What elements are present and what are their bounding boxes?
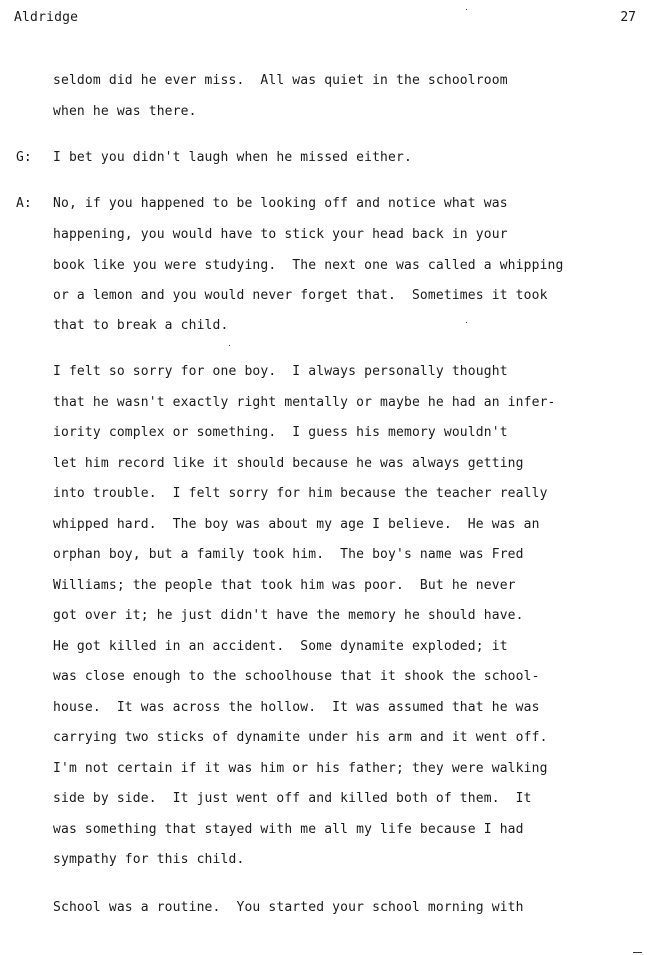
scan-speck [466,9,467,10]
text-line: let him record like it should because he was always getting [53,456,524,471]
header-name: Aldridge [14,10,79,25]
text-line: when he was there. [53,104,197,119]
text-line: house. It was across the hollow. It was assumed that he was [53,700,540,715]
text-line: was close enough to the schoolhouse that it shook the school- [53,669,540,684]
text-line: that he wasn't exactly right mentally or maybe he had an infer- [53,395,556,410]
text-line: I'm not certain if it was him or his father; they were walking [53,761,548,776]
speaker-label-g: G: [16,150,32,165]
speaker-label-a: A: [16,196,32,211]
text-line: carrying two sticks of dynamite under his arm and it went off. [53,730,548,745]
text-line: iority complex or something. I guess his memory wouldn't [53,425,508,440]
text-line: was something that stayed with me all my life because I had [53,822,524,837]
scan-speck [229,345,230,346]
text-line: side by side. It just went off and killed both of them. It [53,791,532,806]
text-line: happening, you would have to stick your head back in your [53,227,508,242]
text-line: into trouble. I felt sorry for him because the teacher really [53,486,548,501]
page-number: 27 [620,10,636,25]
scan-speck [466,322,467,323]
text-line: got over it; he just didn't have the memory he should have. [53,608,524,623]
text-line: book like you were studying. The next one was called a whipping [53,258,564,273]
text-line: Williams; the people that took him was poor. But he never [53,578,516,593]
text-line: I felt so sorry for one boy. I always personally thought [53,364,508,379]
scan-mark [633,952,642,953]
text-line: whipped hard. The boy was about my age I believe. He was an [53,517,540,532]
text-line: sympathy for this child. [53,852,245,867]
text-line: or a lemon and you would never forget that. Sometimes it took [53,288,548,303]
text-line: He got killed in an accident. Some dynamite exploded; it [53,639,508,654]
text-line: No, if you happened to be looking off and notice what was [53,196,508,211]
text-line: I bet you didn't laugh when he missed either. [53,150,412,165]
text-line: orphan boy, but a family took him. The boy's name was Fred [53,547,524,562]
text-line: that to break a child. [53,318,229,333]
text-line: seldom did he ever miss. All was quiet in the schoolroom [53,73,508,88]
text-line: School was a routine. You started your school morning with [53,900,524,915]
